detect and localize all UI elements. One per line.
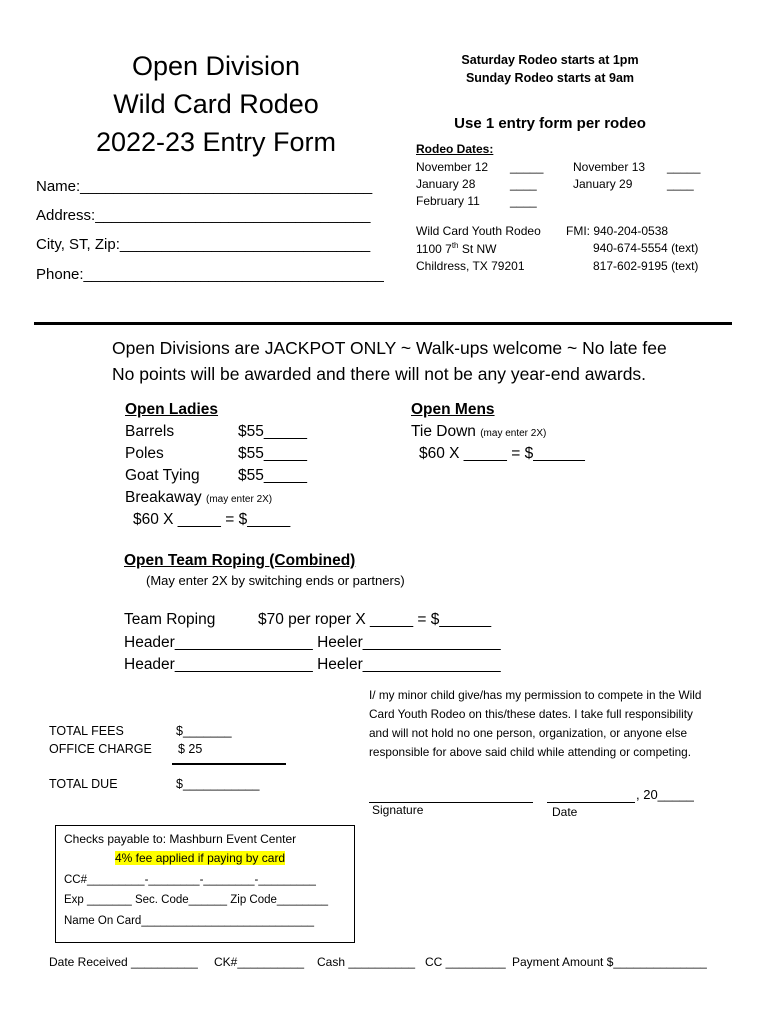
date-checkbox-jan29[interactable]: ____	[667, 177, 694, 191]
fmi-phone: FMI: 940-204-0538	[566, 224, 669, 238]
ladies-event-poles: Poles	[125, 445, 164, 462]
signature-label: Signature	[372, 803, 424, 817]
date-line[interactable]	[547, 802, 635, 803]
ladies-event-breakaway: Breakaway (may enter 2X)	[125, 489, 273, 506]
cash-field[interactable]: Cash __________	[317, 955, 416, 969]
text-phone-1: 940-674-5554 (text)	[593, 241, 699, 255]
rodeo-dates-heading: Rodeo Dates:	[416, 142, 494, 156]
venue-name: Wild Card Youth Rodeo	[416, 224, 541, 238]
date-label: February 11	[416, 194, 480, 208]
header-heeler-pair-1[interactable]: Header________________ Heeler________________	[124, 634, 501, 651]
name-field[interactable]: Name:___________________________________	[36, 178, 373, 195]
date-label: November 12	[416, 160, 489, 174]
venue-street: 1100 7th St NW	[416, 241, 497, 256]
text-phone-2: 817-602-9195 (text)	[593, 259, 699, 273]
phone-field[interactable]: Phone:____________________________________	[36, 266, 384, 283]
section-divider	[34, 322, 732, 325]
total-due-label: TOTAL DUE	[49, 777, 118, 791]
waiver-line-2: Card Youth Rodeo on this/these dates. I take full responsibility	[369, 707, 693, 721]
poles-fee-field[interactable]: $55_____	[238, 445, 307, 462]
waiver-line-4: responsible for above said child while attending or competing.	[369, 745, 691, 759]
form-title-line3: 2022-23 Entry Form	[95, 127, 337, 157]
total-rule	[172, 763, 286, 765]
year-field[interactable]: , 20_____	[636, 787, 694, 802]
venue-city: Childress, TX 79201	[416, 259, 525, 273]
barrels-fee-field[interactable]: $55_____	[238, 423, 307, 440]
breakaway-fee-field[interactable]: $60 X _____ = $_____	[133, 511, 291, 528]
team-roping-heading: Open Team Roping (Combined)	[124, 552, 356, 569]
total-due-field[interactable]: $___________	[176, 777, 260, 791]
payment-amount-field[interactable]: Payment Amount $______________	[512, 955, 707, 969]
team-roping-fee-field[interactable]: $70 per roper X _____ = $______	[258, 611, 492, 628]
total-fees-field[interactable]: $_______	[176, 724, 232, 738]
form-title-line1: Open Division	[131, 51, 301, 81]
jackpot-notice: Open Divisions are JACKPOT ONLY ~ Walk-ups welcome ~ No late fee	[112, 338, 667, 358]
mens-event-tie-down: Tie Down (may enter 2X)	[411, 423, 547, 440]
cc-number-field[interactable]: CC#_________-________-________-_________	[64, 874, 316, 886]
date-received-field[interactable]: Date Received __________	[49, 955, 198, 969]
city-state-zip-field[interactable]: City, ST, Zip:______________________________	[36, 236, 371, 253]
date-label: Date	[552, 805, 578, 819]
entry-form-note: Use 1 entry form per rodeo	[454, 115, 646, 132]
ladies-event-barrels: Barrels	[125, 423, 175, 440]
form-title-line2: Wild Card Rodeo	[113, 89, 319, 119]
waiver-line-3: and will not hold no one person, organization, or anyone else	[369, 726, 688, 740]
header-heeler-pair-2[interactable]: Header________________ Heeler________________	[124, 656, 501, 673]
name-on-card-field[interactable]: Name On Card___________________________	[64, 915, 315, 927]
check-number-field[interactable]: CK#__________	[214, 955, 305, 969]
saturday-start-time: Saturday Rodeo starts at 1pm	[461, 53, 639, 67]
open-ladies-heading: Open Ladies	[125, 401, 219, 418]
date-label: January 28	[416, 177, 476, 191]
waiver-line-1: I/ my minor child give/has my permission to compete in the Wild	[369, 688, 702, 702]
team-roping-note: (May enter 2X by switching ends or partners)	[146, 573, 405, 588]
card-fee-note: 4% fee applied if paying by card	[115, 851, 286, 865]
tie-down-fee-field[interactable]: $60 X _____ = $______	[419, 445, 585, 462]
open-mens-heading: Open Mens	[411, 401, 495, 418]
total-fees-label: TOTAL FEES	[49, 724, 124, 738]
date-checkbox-feb11[interactable]: ____	[510, 194, 537, 208]
date-label: January 29	[573, 177, 633, 191]
team-roping-label: Team Roping	[124, 611, 216, 628]
cc-amount-field[interactable]: CC _________	[425, 955, 506, 969]
date-checkbox-jan28[interactable]: ____	[510, 177, 537, 191]
office-charge-label: OFFICE CHARGE	[49, 742, 152, 756]
exp-seccode-zip-field[interactable]: Exp _______ Sec. Code______ Zip Code________	[64, 894, 329, 906]
office-charge-value: $ 25	[178, 742, 203, 756]
goat-tying-fee-field[interactable]: $55_____	[238, 467, 307, 484]
date-checkbox-nov13[interactable]: _____	[667, 160, 701, 174]
date-checkbox-nov12[interactable]: _____	[510, 160, 544, 174]
checks-payable-text: Checks payable to: Mashburn Event Center	[64, 832, 297, 846]
no-points-notice: No points will be awarded and there will not be any year-end awards.	[112, 364, 647, 384]
address-field[interactable]: Address:_________________________________	[36, 207, 371, 224]
ladies-event-goat-tying: Goat Tying	[125, 467, 200, 484]
sunday-start-time: Sunday Rodeo starts at 9am	[465, 71, 635, 85]
date-label: November 13	[573, 160, 646, 174]
